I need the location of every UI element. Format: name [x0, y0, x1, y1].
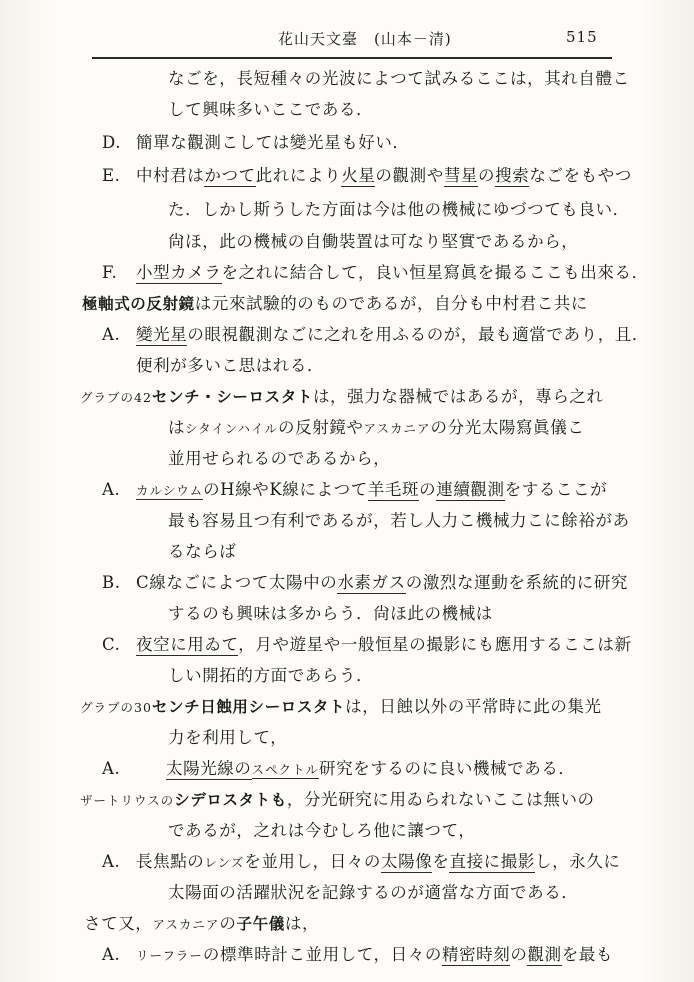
text-span: なごをもやつ	[529, 166, 632, 185]
text-span: の反射鏡や	[278, 418, 364, 437]
text-span: の眼視觀測なごに之れを用ふるのが，最も適當であり，且．	[187, 325, 650, 344]
text-line	[136, 634, 632, 656]
underlined-text: かつて	[204, 166, 256, 185]
text-span: の	[510, 945, 528, 964]
bold-term: シデロスタトも	[174, 791, 287, 809]
text-line: 太陽面の活躍狀況を記錄するのが適當な方面である．	[168, 883, 579, 902]
text-span: は元來試驗的のものであるが，自分も中村君こ共に	[194, 294, 589, 313]
text-line: して興味多いここである．	[168, 100, 374, 119]
text-span: をするここが	[504, 480, 608, 499]
text-span: の	[219, 914, 237, 933]
text-line: るならば	[168, 542, 237, 561]
text-span: 此れにより	[255, 166, 342, 185]
item-marker: C.	[102, 635, 121, 654]
small-kana: リーフラー	[136, 948, 203, 963]
running-title: 花山天文臺 (山本－清)	[278, 30, 452, 48]
text-line: 便利が多いこ思はれる．	[136, 356, 325, 375]
bold-term: センチ日蝕用シーロスタト	[151, 698, 346, 716]
text-line: 並用せられるのであるから，	[168, 449, 391, 468]
bold-term: 極軸式の反射鏡	[82, 295, 195, 313]
text-span: の標準時計こ並用して，日々の	[202, 945, 442, 964]
text-span: のH線やK線によつて	[203, 480, 368, 499]
text-line: であるが，之れは今むしろ他に讓つて，	[168, 821, 476, 840]
underlined-text: 彗星	[443, 166, 479, 185]
small-kana: アスカニア	[363, 421, 431, 436]
item-marker: A.	[102, 759, 121, 778]
text-line	[136, 572, 628, 594]
running-header	[0, 28, 694, 52]
item-marker: E.	[102, 166, 121, 185]
text-span: を最も	[561, 945, 613, 964]
text-span: ，分光研究に用ゐられないここは無いの	[286, 790, 595, 809]
item-marker: A.	[102, 325, 121, 344]
small-kana: アスカニア	[152, 917, 220, 932]
text-line	[136, 851, 620, 874]
item-marker: A.	[102, 480, 121, 499]
text-span: を	[432, 852, 450, 871]
text-span: は，	[284, 914, 320, 933]
text-line: 簡單な觀測こしては變光星も好い．	[136, 133, 410, 152]
underlined-text: 羊毛斑	[367, 480, 420, 499]
text-line	[136, 165, 632, 187]
text-span: を並用し，日々の	[244, 852, 382, 871]
number-text: 30	[134, 700, 152, 715]
page-number: 515	[566, 28, 598, 46]
underlined-text: 觀測	[527, 945, 562, 964]
text-span: 研究をするのに良い機械である．	[319, 759, 576, 778]
small-kana: ザートリウスの	[80, 793, 175, 808]
underlined-text: 小型カメラ	[136, 263, 222, 282]
text-span: ，月や遊星や一般恒星の撮影にも應用するここは新	[238, 635, 632, 654]
underlined-text: カルシウム	[136, 483, 204, 498]
text-span: の觀測や	[375, 166, 444, 185]
item-marker: A.	[102, 945, 121, 964]
text-line	[80, 386, 604, 409]
bold-term: 子午儀	[236, 915, 285, 933]
text-line: なごを，長短種々の光波によつて試みるここは，其れ自體こ	[168, 69, 630, 88]
small-kana: グラブの	[80, 390, 135, 405]
text-span: は，日蝕以外の平常時に此の集光	[345, 697, 602, 716]
underlined-text: 太陽像	[381, 852, 433, 871]
text-line	[166, 758, 576, 781]
text-span: 長焦點の	[136, 852, 205, 871]
number-text: 42	[134, 390, 152, 405]
small-kana: レンズ	[204, 855, 245, 870]
underlined-text: 搜索	[495, 166, 530, 185]
item-marker: B.	[102, 573, 121, 592]
underlined-text: 夜空に用ゐて	[136, 635, 239, 654]
text-line: するのも興味は多からう．尙ほ此の機械は	[168, 604, 493, 623]
small-kana: シタインハイル	[185, 421, 278, 436]
underlined-text: 連續觀測	[436, 480, 505, 499]
text-line	[168, 417, 584, 440]
text-span: の分光太陽寫眞儀こ	[430, 418, 585, 437]
bold-term: センチ・シーロスタト	[151, 388, 313, 406]
text-line	[84, 913, 319, 936]
text-span: し，永久に	[534, 852, 621, 871]
underlined-text: 火星	[341, 166, 376, 185]
text-line	[136, 324, 649, 346]
underlined-text: 直接に撮影	[449, 852, 535, 871]
text-line	[80, 696, 602, 719]
text-line	[136, 479, 607, 502]
text-line: しい開拓的方面であらう．	[168, 666, 374, 685]
text-span: の激烈な運動を系統的に研究	[405, 573, 629, 592]
text-span: の	[478, 166, 496, 185]
header-rule	[92, 57, 612, 59]
text-span: の	[419, 480, 437, 499]
text-span: C線なごによつて太陽中の	[136, 573, 338, 592]
text-span: を之れに結合して，良い恒星寫眞を撮るここも出來る．	[221, 263, 649, 282]
item-marker: A.	[102, 852, 121, 871]
item-marker: D.	[102, 133, 122, 152]
item-marker: F.	[102, 263, 118, 282]
text-span: さて又，	[84, 914, 153, 933]
underlined-text: 水素ガス	[337, 573, 406, 592]
text-span: は	[168, 418, 186, 437]
text-line: 最も容易且つ有利であるが，若し人力こ機械力こに餘裕があ	[168, 511, 630, 530]
text-line: 尙ほ，此の機械の自働裝置は可なり堅實であるから，	[168, 232, 579, 251]
text-line	[136, 262, 649, 284]
small-kana: グラブの	[80, 700, 135, 715]
text-line: た．しかし斯うした方面は今は他の機械にゆづつても良い．	[168, 200, 630, 219]
text-line	[136, 944, 613, 967]
text-span: 中村君は	[136, 166, 205, 185]
text-span: は，强力な器械ではあるが，專ら之れ	[312, 387, 604, 406]
underlined-text: 精密時刻	[441, 945, 511, 964]
underlined-text: 太陽光線の	[166, 759, 252, 778]
text-line	[80, 789, 595, 812]
underlined-text: 變光星	[136, 325, 188, 344]
text-line: 力を利用して，	[168, 728, 288, 747]
text-line	[82, 293, 588, 315]
underlined-text: スペクトル	[251, 762, 320, 777]
